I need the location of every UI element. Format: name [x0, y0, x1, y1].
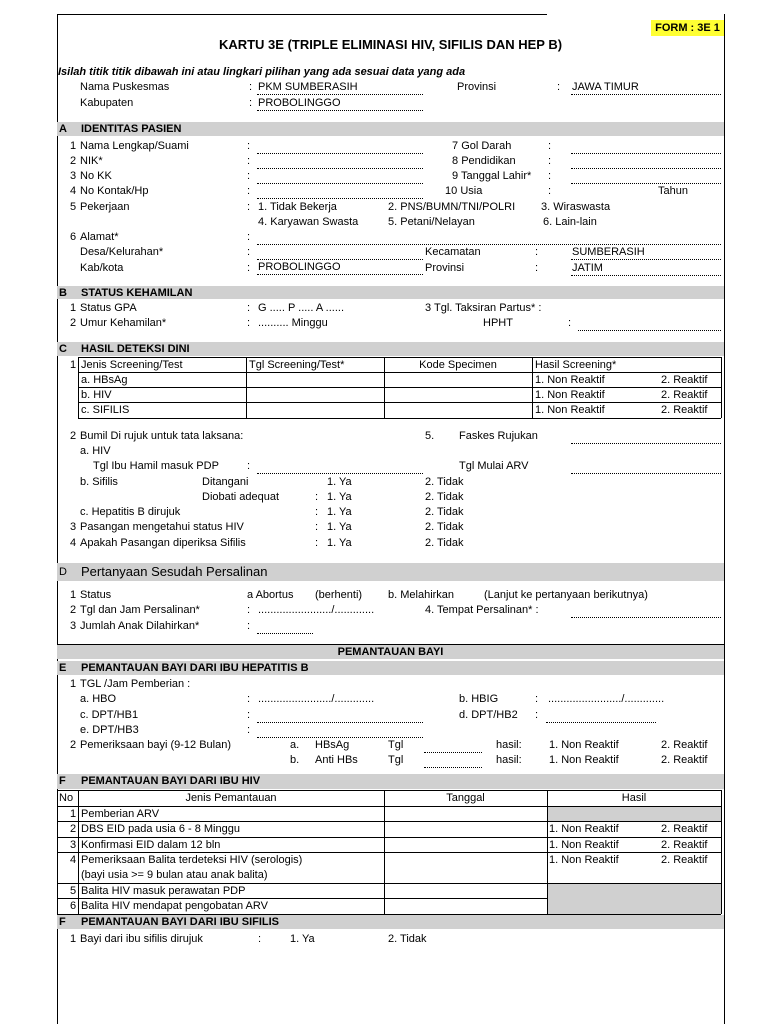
a-num-5: 5 — [70, 201, 77, 213]
a-num-6: 6 — [70, 231, 77, 243]
provinsi-label: Provinsi — [457, 81, 497, 93]
e-num-1: 1 — [70, 678, 77, 690]
b-field-umur: Umur Kehamilan* — [80, 317, 167, 329]
rujuk-sifilis: b. Sifilis — [80, 476, 118, 488]
a-field-goldarah: 7 Gol Darah — [452, 140, 512, 152]
a-field-nik: NIK* — [80, 155, 103, 167]
rujuk-label: Bumil Di rujuk untuk tata laksana: — [80, 430, 244, 442]
colon: : — [247, 140, 251, 152]
section-d-title: Pertanyaan Sesudah Persalinan — [81, 564, 268, 579]
job-option-1[interactable]: 1. Tidak Bekerja — [258, 201, 337, 213]
kecamatan-dotline — [571, 259, 721, 260]
hiv-table-col — [721, 790, 722, 914]
screen-table-col — [78, 357, 79, 418]
colon: : — [247, 262, 251, 274]
tgllahir-input-line[interactable] — [571, 183, 721, 184]
antihbs-reaktif[interactable]: 2. Reaktif — [661, 754, 708, 766]
serologis-nonreaktif[interactable]: 1. Non Reaktif — [549, 854, 619, 866]
e-num-2: 2 — [70, 739, 77, 751]
form-title: KARTU 3E (TRIPLE ELIMINASI HIV, SIFILIS DAN HEP B) — [218, 37, 563, 52]
e-tgl-b: Tgl — [388, 754, 404, 766]
screen-table-col — [246, 357, 247, 418]
provinsi-dotline — [571, 94, 721, 95]
pasangan-periksa-label: Apakah Pasangan diperiksa Sifilis — [80, 537, 246, 549]
colon: : — [315, 521, 319, 533]
colon: : — [557, 81, 561, 93]
status-lanjut: (Lanjut ke pertanyaan berikutnya) — [484, 589, 648, 601]
hepatitis-ya[interactable]: 1. Ya — [327, 506, 352, 518]
a-num-3: 3 — [70, 170, 77, 182]
sifilis-dirujuk-ya[interactable]: 1. Ya — [290, 933, 315, 945]
colon: : — [247, 201, 251, 213]
diobati-tidak[interactable]: 2. Tidak — [425, 491, 464, 503]
hbo-value[interactable]: ......................../............. — [258, 693, 375, 705]
hepatitis-tidak[interactable]: 2. Tidak — [425, 506, 464, 518]
colon: : — [548, 185, 552, 197]
section-sifilis-title: PEMANTAUAN BAYI DARI IBU SIFILIS — [81, 916, 280, 928]
dpt2-input-line[interactable] — [546, 722, 656, 723]
instruction-text: Isilah titik titik dibawah ini atau lingkari pilihan yang ada sesuai data yang ada — [58, 66, 466, 78]
kk-input-line[interactable] — [257, 183, 423, 184]
section-d-letter: D — [59, 566, 67, 578]
colon: : — [568, 317, 572, 329]
pemantauan-band — [57, 645, 724, 659]
a-field-alamat: Alamat* — [80, 231, 119, 243]
g-num-1: 1 — [70, 933, 77, 945]
pasangan-status-tidak[interactable]: 2. Tidak — [425, 521, 464, 533]
puskesmas-label: Nama Puskesmas — [80, 81, 170, 93]
colon: : — [548, 170, 552, 182]
kabkota-value[interactable]: PROBOLINGGO — [258, 261, 341, 273]
colon: : — [535, 262, 539, 274]
section-a-band — [57, 122, 724, 136]
hiv-row-no: 5 — [70, 885, 77, 897]
e-dpt2: d. DPT/HB2 — [459, 709, 518, 721]
colon: : — [548, 140, 552, 152]
sifilis-dirujuk-tidak[interactable]: 2. Tidak — [388, 933, 427, 945]
a-field-tgllahir: 9 Tanggal Lahir* — [452, 170, 532, 182]
kecamatan-label: Kecamatan — [425, 246, 481, 258]
b-num-1: 1 — [70, 302, 77, 314]
kabupaten-value[interactable]: PROBOLINGGO — [258, 97, 341, 109]
section-c-title: HASIL DETEKSI DINI — [81, 343, 190, 355]
colon: : — [535, 693, 539, 705]
hiv-row-jenis: Pemeriksaan Balita terdeteksi HIV (serologis) — [81, 854, 303, 866]
e-field-pemeriksaan: Pemeriksaan bayi (9-12 Bulan) — [80, 739, 232, 751]
c-num-2: 2 — [70, 430, 77, 442]
screen-hbsag-reaktif[interactable]: 2. Reaktif — [661, 374, 708, 386]
pasangan-status-ya[interactable]: 1. Ya — [327, 521, 352, 533]
a-field-nama: Nama Lengkap/Suami — [80, 140, 189, 152]
hpht-input-line[interactable] — [578, 330, 721, 331]
hiv-row-no: 4 — [70, 854, 77, 866]
colon: : — [315, 491, 319, 503]
colon: : — [247, 302, 251, 314]
hiv-row-no: 1 — [70, 808, 77, 820]
desa-label: Desa/Kelurahan* — [80, 246, 164, 258]
d-field-status: Status — [80, 589, 112, 601]
dbs-reaktif[interactable]: 2. Reaktif — [661, 823, 708, 835]
screen-header-jenis: Jenis Screening/Test — [81, 359, 183, 371]
status-berhenti: (berhenti) — [315, 589, 363, 601]
eid-nonreaktif[interactable]: 1. Non Reaktif — [549, 839, 619, 851]
d-num-3: 3 — [70, 620, 77, 632]
hiv-row-jenis: DBS EID pada usia 6 - 8 Minggu — [81, 823, 240, 835]
a-field-kk: No KK — [80, 170, 112, 182]
screen-header-tgl: Tgl Screening/Test* — [249, 359, 345, 371]
c-num-4: 4 — [70, 537, 77, 549]
c-num-5: 5. — [425, 430, 435, 442]
e-hbsag: HBsAg — [315, 739, 350, 751]
tgljam-value[interactable]: ......................../............. — [258, 604, 375, 616]
section-f-band — [57, 774, 724, 789]
hiv-row-no: 6 — [70, 900, 77, 912]
colon: : — [247, 231, 251, 243]
hiv-table-col — [384, 790, 385, 914]
pdp-label: Tgl Ibu Hamil masuk PDP — [93, 460, 219, 472]
colon: : — [247, 317, 251, 329]
a-num-4: 4 — [70, 185, 77, 197]
hpht-label: HPHT — [483, 317, 513, 329]
section-b-letter: B — [59, 287, 67, 299]
hiv-header-jenis: Jenis Pemantauan — [185, 792, 277, 804]
colon: : — [258, 933, 262, 945]
colon: : — [247, 709, 251, 721]
colon: : — [247, 693, 251, 705]
section-a-letter: A — [59, 123, 67, 135]
antihbs-nonreaktif[interactable]: 1. Non Reaktif — [549, 754, 619, 766]
e-dpt1: c. DPT/HB1 — [80, 709, 139, 721]
pendidikan-input-line[interactable] — [571, 168, 721, 169]
provinsi2-label: Provinsi — [425, 262, 465, 274]
umur-value[interactable]: .......... Minggu — [258, 317, 328, 329]
section-d-band — [57, 563, 724, 581]
kabkota-dotline — [257, 274, 423, 275]
pemantauan-title: PEMANTAUAN BAYI — [337, 646, 444, 658]
kabupaten-dotline — [257, 110, 423, 111]
colon: : — [247, 246, 251, 258]
b-num-2: 2 — [70, 317, 77, 329]
provinsi-value[interactable]: JAWA TIMUR — [572, 81, 639, 93]
hiv-table-col — [547, 790, 548, 914]
section-e-title: PEMANTAUAN BAYI DARI IBU HEPATITIS B — [81, 662, 309, 674]
screen-table-line — [78, 402, 721, 403]
screen-header-kode: Kode Specimen — [419, 359, 497, 371]
screen-sifilis-reaktif[interactable]: 2. Reaktif — [661, 404, 708, 416]
e-tgl-a: Tgl — [388, 739, 404, 751]
colon: : — [535, 246, 539, 258]
b-field-gpa: Status GPA — [80, 302, 137, 314]
g-field-dirujuk: Bayi dari ibu sifilis dirujuk — [80, 933, 203, 945]
e-hbig: b. HBIG — [459, 693, 499, 705]
pdp-input-line[interactable] — [257, 473, 423, 474]
job-option-4[interactable]: 4. Karyawan Swasta — [258, 216, 359, 228]
section-b-band — [57, 286, 724, 299]
colon: : — [247, 185, 251, 197]
b-field-taksiran: 3 Tgl. Taksiran Partus* : — [425, 302, 542, 314]
d-field-tgljam: Tgl dan Jam Persalinan* — [80, 604, 200, 616]
job-option-3[interactable]: 3. Wiraswasta — [541, 201, 611, 213]
status-abortus[interactable]: a Abortus — [247, 589, 294, 601]
gpa-value[interactable]: G ..... P ..... A ...... — [258, 302, 344, 314]
puskesmas-dotline — [257, 94, 423, 95]
section-c-band — [57, 342, 724, 356]
usia-unit: Tahun — [658, 185, 688, 197]
colon: : — [247, 724, 251, 736]
tempat-label: 4. Tempat Persalinan* : — [425, 604, 539, 616]
hiv-row-jenis-note: (bayi usia >= 9 bulan atau anak balita) — [81, 869, 268, 881]
frame-top-line — [57, 14, 547, 15]
provinsi2-value[interactable]: JATIM — [572, 262, 603, 274]
screen-row-sifilis: c. SIFILIS — [81, 404, 130, 416]
alamat-input-line[interactable] — [257, 244, 721, 245]
status-melahirkan[interactable]: b. Melahirkan — [388, 589, 455, 601]
colon: : — [249, 97, 253, 109]
section-f-title: PEMANTAUAN BAYI DARI IBU HIV — [81, 775, 261, 787]
hiv-row-jenis: Konfirmasi EID dalam 12 bln — [81, 839, 221, 851]
rujuk-hiv: a. HIV — [80, 445, 111, 457]
e-a: a. — [290, 739, 300, 751]
hasil-shade-row56 — [547, 883, 721, 914]
hbsag-reaktif[interactable]: 2. Reaktif — [661, 739, 708, 751]
goldarah-input-line[interactable] — [571, 153, 721, 154]
ditangani-tidak[interactable]: 2. Tidak — [425, 476, 464, 488]
hiv-header-tanggal: Tanggal — [446, 792, 485, 804]
screen-row-hbsag: a. HBsAg — [81, 374, 128, 386]
colon: : — [247, 460, 251, 472]
serologis-reaktif[interactable]: 2. Reaktif — [661, 854, 708, 866]
ditangani-label: Ditangani — [202, 476, 249, 488]
provinsi2-dotline — [571, 275, 721, 276]
hbsag-nonreaktif[interactable]: 1. Non Reaktif — [549, 739, 619, 751]
nik-input-line[interactable] — [257, 168, 423, 169]
screen-table-line — [78, 387, 721, 388]
section-e-letter: E — [59, 662, 67, 674]
frame-left-line — [57, 14, 58, 1024]
screen-row-hiv: b. HIV — [81, 389, 112, 401]
hbsag-tgl-line[interactable] — [424, 752, 482, 753]
d-num-2: 2 — [70, 604, 77, 616]
screen-table-line — [78, 418, 721, 419]
pemantauan-top-line — [57, 644, 724, 645]
e-dpt3: e. DPT/HB3 — [80, 724, 139, 736]
hiv-row-jenis: Pemberian ARV — [81, 808, 160, 820]
faskes-input-line[interactable] — [571, 443, 721, 444]
section-c-letter: C — [59, 343, 67, 355]
section-sifilis-band — [57, 915, 724, 929]
hiv-row-no: 2 — [70, 823, 77, 835]
hiv-row-jenis: Balita HIV mendapat pengobatan ARV — [81, 900, 268, 912]
dbs-nonreaktif[interactable]: 1. Non Reaktif — [549, 823, 619, 835]
kecamatan-value[interactable]: SUMBERASIH — [572, 246, 645, 258]
c-num-1: 1 — [70, 359, 77, 371]
pasangan-periksa-tidak[interactable]: 2. Tidak — [425, 537, 464, 549]
section-f-letter: F — [59, 775, 66, 787]
colon: : — [247, 620, 251, 632]
a-num-2: 2 — [70, 155, 77, 167]
section-sifilis-letter: F — [59, 916, 66, 928]
hiv-header-hasil: Hasil — [621, 792, 647, 804]
colon: : — [247, 155, 251, 167]
dpt1-input-line[interactable] — [257, 722, 423, 723]
a-field-kontak: No Kontak/Hp — [80, 185, 149, 197]
colon: : — [315, 506, 319, 518]
arv-label: Tgl Mulai ARV — [459, 460, 529, 472]
e-hbo: a. HBO — [80, 693, 117, 705]
e-b: b. — [290, 754, 300, 766]
colon: : — [247, 170, 251, 182]
c-num-3: 3 — [70, 521, 77, 533]
colon: : — [548, 155, 552, 167]
hiv-row-jenis: Balita HIV masuk perawatan PDP — [81, 885, 246, 897]
eid-reaktif[interactable]: 2. Reaktif — [661, 839, 708, 851]
screen-hbsag-nonreaktif[interactable]: 1. Non Reaktif — [535, 374, 605, 386]
hiv-row-no: 3 — [70, 839, 77, 851]
a-field-usia: 10 Usia — [445, 185, 483, 197]
diobati-ya[interactable]: 1. Ya — [327, 491, 352, 503]
nama-input-line[interactable] — [257, 153, 423, 154]
e-hasil-b: hasil: — [496, 754, 522, 766]
tempat-input-line[interactable] — [571, 617, 721, 618]
antihbs-tgl-line[interactable] — [424, 767, 482, 768]
colon: : — [247, 604, 251, 616]
colon: : — [249, 81, 253, 93]
hasil-shade-row1 — [547, 806, 721, 821]
frame-right-line — [724, 14, 725, 1024]
puskesmas-value[interactable]: PKM SUMBERASIH — [258, 81, 358, 93]
section-e-band — [57, 661, 724, 675]
kontak-input-line[interactable] — [257, 198, 423, 199]
arv-input-line[interactable] — [571, 473, 721, 474]
job-option-6[interactable]: 6. Lain-lain — [543, 216, 597, 228]
section-b-title: STATUS KEHAMILAN — [81, 287, 193, 299]
screen-hiv-reaktif[interactable]: 2. Reaktif — [661, 389, 708, 401]
kabupaten-label: Kabupaten — [80, 97, 134, 109]
kabkota-label: Kab/kota — [80, 262, 124, 274]
e-antihbs: Anti HBs — [315, 754, 358, 766]
pasangan-periksa-ya[interactable]: 1. Ya — [327, 537, 352, 549]
pasangan-status-label: Pasangan mengetahui status HIV — [80, 521, 244, 533]
job-option-2[interactable]: 2. PNS/BUMN/TNI/POLRI — [388, 201, 516, 213]
a-field-pekerjaan: Pekerjaan — [80, 201, 130, 213]
hbig-value[interactable]: ......................../............. — [548, 693, 665, 705]
form-code-badge: FORM : 3E 1 — [651, 20, 724, 36]
screen-header-hasil: Hasil Screening* — [535, 359, 617, 371]
e-field-tgl: TGL /Jam Pemberian : — [80, 678, 191, 690]
ditangani-ya[interactable]: 1. Ya — [327, 476, 352, 488]
d-field-jumlah: Jumlah Anak Dilahirkan* — [80, 620, 200, 632]
screen-sifilis-nonreaktif[interactable]: 1. Non Reaktif — [535, 404, 605, 416]
hiv-header-no: No — [59, 792, 74, 804]
colon: : — [315, 537, 319, 549]
screen-table-col — [532, 357, 533, 418]
colon: : — [535, 709, 539, 721]
d-num-1: 1 — [70, 589, 77, 601]
rujuk-hepatitis: c. Hepatitis B dirujuk — [80, 506, 181, 518]
section-a-title: IDENTITAS PASIEN — [81, 123, 182, 135]
a-field-pendidikan: 8 Pendidikan — [452, 155, 516, 167]
screen-table-line — [78, 372, 721, 373]
a-num-1: 1 — [70, 140, 77, 152]
e-hasil-a: hasil: — [496, 739, 522, 751]
job-option-5[interactable]: 5. Petani/Nelayan — [388, 216, 475, 228]
hiv-table-col — [78, 790, 79, 914]
diobati-label: Diobati adequat — [202, 491, 280, 503]
faskes-label: Faskes Rujukan — [459, 430, 538, 442]
screen-hiv-nonreaktif[interactable]: 1. Non Reaktif — [535, 389, 605, 401]
jumlah-input-line[interactable] — [257, 633, 313, 634]
screen-table-col — [721, 357, 722, 418]
